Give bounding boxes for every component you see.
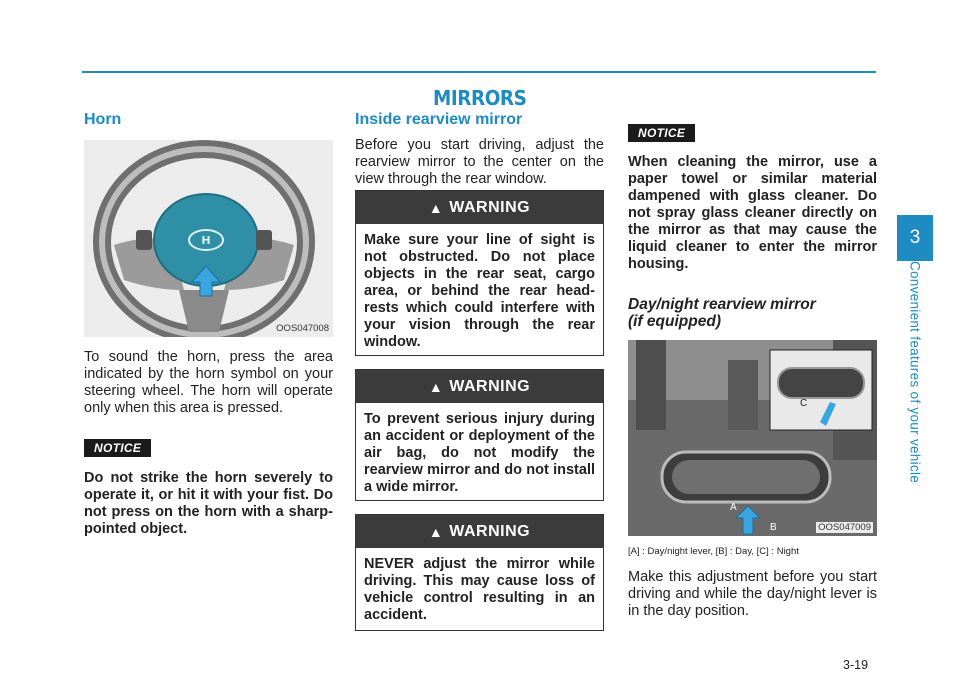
horn-illustration [84, 140, 333, 337]
warning-header-1: ▲ WARNING [356, 191, 603, 224]
horn-notice-badge: NOTICE [84, 439, 151, 457]
label-c-text: C [800, 398, 808, 409]
warning-triangle-icon: ▲ [428, 523, 444, 540]
inside-mirror-text: Before you start driving, adjust the rearview mirror to the center on the view through the rear window. [355, 137, 604, 187]
mirror-illustration [628, 340, 877, 536]
horn-image-code: OOS047008 [276, 323, 329, 334]
warning-header-3: ▲ WARNING [356, 515, 603, 548]
mirror-notice-text: When cleaning the mirror, use a paper towel or similar material dampened with glass cleaner. Do not spray glass cleaner directly on the mirror as that may cause the liquid cleaner to enter the mirror housing. [628, 154, 877, 272]
right-column [628, 124, 877, 620]
warning-box-1 [355, 190, 604, 356]
mirror-caption: [A] : Day/night lever, [B] : Day, [C] : Night [628, 546, 799, 557]
svg-text:H: H [201, 234, 211, 247]
horn-text: To sound the horn, press the area indicated by the horn symbol on your steering wheel. The horn will operate only when this area is pressed. [84, 349, 333, 416]
mirror-notice-badge: NOTICE [628, 124, 695, 142]
inside-mirror-heading: Inside rearview mirror [355, 111, 523, 128]
header-rule [82, 71, 876, 73]
warning-box-3 [355, 514, 604, 631]
warning-text-3: NEVER adjust the mirror while driving. This may cause loss of vehicle control resulting in an accident. [364, 556, 595, 623]
page-number: 3-19 [843, 658, 869, 672]
day-night-heading: Day/night rearview mirror (if equipped) [628, 296, 816, 330]
section-title: MIRRORS [432, 86, 527, 110]
horn-column [84, 108, 333, 538]
warning-header-2: ▲ WARNING [356, 370, 603, 403]
chapter-title: Convenient features of your vehicle [907, 260, 923, 484]
warning-text-2: To prevent serious injury during an accident or deployment of the air bag, do not modify the rearview mirror and do not install a wide mirror. [364, 411, 595, 495]
label-a-text: A [730, 502, 737, 513]
chapter-tab: 3 [897, 215, 933, 261]
horn-heading: Horn [84, 111, 122, 128]
horn-notice-text: Do not strike the horn severely to operate it, or hit it with your fist. Do not press on the horn with a sharp-pointed object. [84, 470, 333, 537]
warning-box-2 [355, 369, 604, 501]
label-b-text: B [770, 522, 777, 533]
warning-triangle-icon: ▲ [428, 378, 444, 395]
rearview-mirror-icon [628, 340, 877, 536]
mirror-image-code: OOS047009 [818, 522, 871, 533]
mirror-adjust-text: Make this adjustment before you start driving and while the day/night lever is in the day position. [628, 569, 877, 619]
steering-wheel-icon [84, 140, 333, 337]
warning-triangle-icon: ▲ [428, 199, 444, 216]
inside-mirror-column [355, 108, 604, 188]
warning-text-1: Make sure your line of sight is not obstructed. Do not place objects in the rear seat, cargo area, or behind the rear head-rests which could interfere with your vision through the rear window. [364, 232, 595, 350]
